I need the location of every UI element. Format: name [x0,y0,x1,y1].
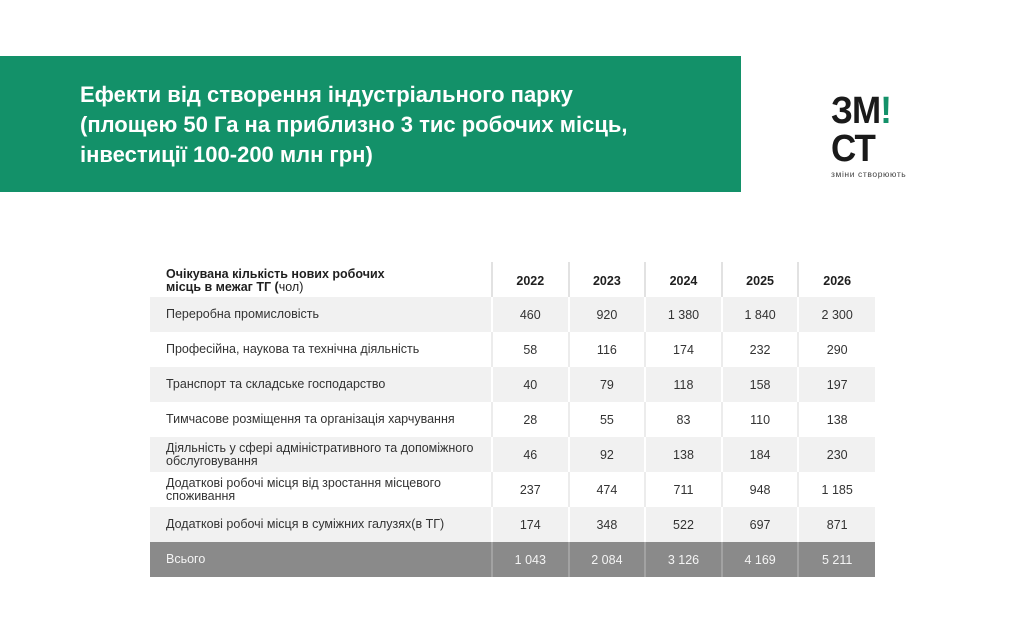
logo-tagline: зміни створюють [831,169,907,179]
table-row [150,367,875,402]
row-label: Діяльність у сфері адміністративного та допоміжного обслуговування [150,437,492,472]
table-cell: 920 [569,297,646,332]
total-cell: 3 126 [645,542,722,577]
table-header-row [150,262,875,297]
row-label: Додаткові робочі місця від зростання місцевого споживання [150,472,492,507]
table-row [150,437,875,472]
year-header-2024: 2024 [645,262,722,297]
logo-exclamation: ! [880,90,891,132]
table-cell: 40 [492,367,569,402]
table-cell: 474 [569,472,646,507]
table-cell: 83 [645,402,722,437]
table-cell: 1 380 [645,297,722,332]
table-cell: 138 [645,437,722,472]
table-cell: 79 [569,367,646,402]
table-row [150,332,875,367]
row-label: Переробна промисловість [150,297,492,332]
total-cell: 5 211 [798,542,875,577]
table-cell: 174 [492,507,569,542]
total-cell: 2 084 [569,542,646,577]
total-cell: 1 043 [492,542,569,577]
logo-word-end: СТ [831,128,875,170]
total-row [150,542,875,577]
row-label: Тимчасове розміщення та організація харчування [150,402,492,437]
title-banner [0,56,741,192]
table-cell: 110 [722,402,799,437]
table-cell: 290 [798,332,875,367]
table-cell: 138 [798,402,875,437]
page-title-line-3: інвестиції 100-200 млн грн) [80,142,373,167]
table-cell: 522 [645,507,722,542]
table-cell: 58 [492,332,569,367]
table-cell: 711 [645,472,722,507]
table-cell: 158 [722,367,799,402]
table-cell: 2 300 [798,297,875,332]
header-label-line-2: місць в межаг ТГ ( [166,280,279,294]
table-cell: 871 [798,507,875,542]
row-label: Транспорт та складське господарство [150,367,492,402]
table-cell: 237 [492,472,569,507]
total-cell: 4 169 [722,542,799,577]
table-cell: 116 [569,332,646,367]
table-cell: 948 [722,472,799,507]
table-row [150,507,875,542]
logo-word-start: ЗМ [831,90,881,132]
header-label-line-1: Очікувана кількість нових робочих [166,267,385,281]
year-header-2023: 2023 [569,262,646,297]
table-cell: 1 840 [722,297,799,332]
table-cell: 55 [569,402,646,437]
year-header-2022: 2022 [492,262,569,297]
year-header-2025: 2025 [722,262,799,297]
logo-wordmark [831,92,932,168]
jobs-table [150,262,875,577]
table-cell: 118 [645,367,722,402]
table-cell: 197 [798,367,875,402]
table-row [150,297,875,332]
table-cell: 46 [492,437,569,472]
year-header-2026: 2026 [798,262,875,297]
table-cell: 1 185 [798,472,875,507]
table-header-label [150,262,492,297]
zmist-logo [831,90,941,179]
total-label: Всього [150,542,492,577]
table-cell: 92 [569,437,646,472]
table-cell: 232 [722,332,799,367]
table-row [150,472,875,507]
page-title-line-2: (площею 50 Га на приблизно 3 тис робочих місць, [80,112,628,137]
table-row [150,402,875,437]
row-label: Додаткові робочі місця в суміжних галузях(в ТГ) [150,507,492,542]
table-cell: 230 [798,437,875,472]
table-cell: 697 [722,507,799,542]
header-label-unit: чол) [278,280,304,294]
row-label: Професійна, наукова та технічна діяльність [150,332,492,367]
table-cell: 28 [492,402,569,437]
table-cell: 174 [645,332,722,367]
table-cell: 348 [569,507,646,542]
table-cell: 184 [722,437,799,472]
table-cell: 460 [492,297,569,332]
page-title-line-1: Ефекти від створення індустріального парку [80,82,573,107]
